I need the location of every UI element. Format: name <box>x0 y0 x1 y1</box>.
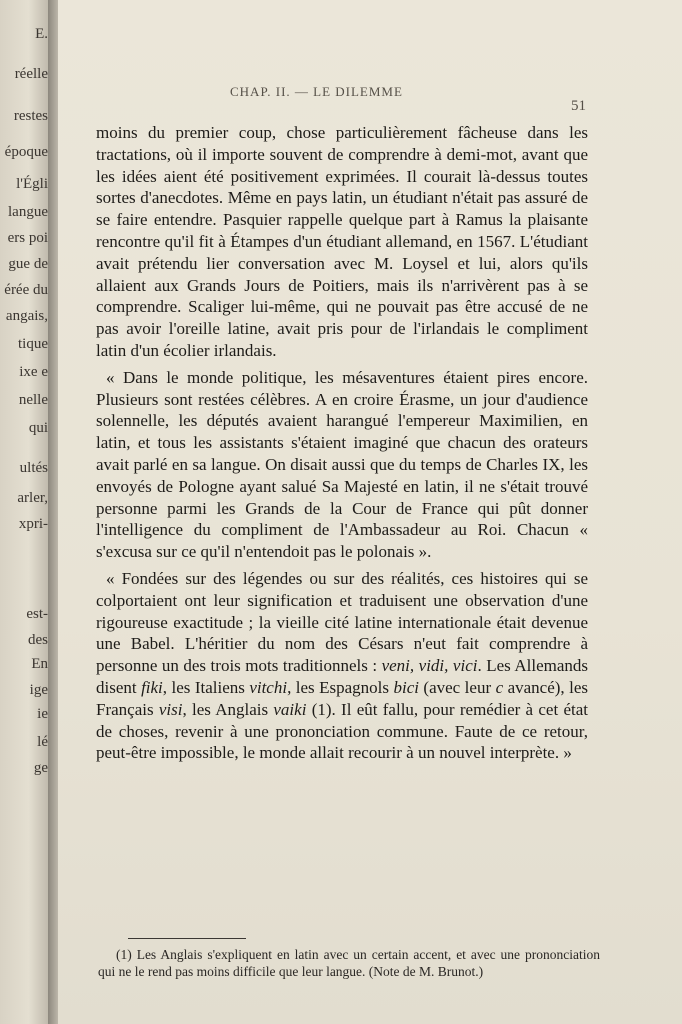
facing-page-fragment: lé <box>37 734 48 750</box>
italic-word: c <box>495 677 504 697</box>
text-run: , les Anglais <box>182 699 274 719</box>
facing-page-fragment: est- <box>26 606 48 622</box>
facing-page-fragment: des <box>28 632 48 648</box>
facing-page-fragment: époque <box>4 144 48 160</box>
facing-page-fragment: tique <box>18 336 48 352</box>
text-run: « Dans le monde politique, les mésaventures étaient pires encore. Plusieurs sont restées célèbres. A en croire Érasme, un jour d'audience solennelle, les députés avaient harangué l'empereur Maximilien, en latin, et tous les assistants s'étaient imaginé que chacun des orateurs avait parlé en sa langue. On disait aussi que du temps de Charles IX, les envoyés de Pologne ayant salué Sa Majesté en latin, il ne s'était trouvé personne parmi les Grands de la Cour de France qui pût donner l'intelligence du compliment de l'Ambassadeur au Roi. Chacun « s'excusa sur ce qu'il n'entendoit pas le polonais ». <box>96 367 588 562</box>
italic-word: bici <box>393 677 419 697</box>
running-head: CHAP. II. — LE DILEMME <box>230 84 403 99</box>
facing-page-fragment: érée du <box>4 282 48 298</box>
text-run: , les Espagnols <box>287 677 394 697</box>
facing-page-fragment: En <box>31 656 48 672</box>
italic-word: vaiki <box>273 699 307 719</box>
main-text <box>96 122 588 769</box>
facing-page-fragment: ixe e <box>19 364 48 380</box>
text-run: . Les Allemands disent <box>96 656 588 697</box>
facing-page-fragment: l'Égli <box>16 176 48 192</box>
paragraph-p2 <box>96 367 588 563</box>
facing-page-fragment: ie <box>37 706 48 722</box>
facing-page-fragment: arler, <box>17 490 48 506</box>
italic-word: veni, vidi, vici <box>381 656 478 676</box>
footnote-divider <box>128 938 246 939</box>
facing-page-fragment: xpri- <box>18 516 48 532</box>
facing-page-fragment: gue de <box>8 256 48 272</box>
facing-page-fragment: ers poi <box>7 230 48 246</box>
italic-word: visi <box>158 699 183 719</box>
paragraph-p1 <box>96 122 588 362</box>
page-header <box>230 84 662 114</box>
facing-page-fragment: angais, <box>5 308 48 324</box>
footnote-text: (1) Les Anglais s'expliquent en latin avec un certain accent, et avec une prononciation qui ne le rend pas moins difficile que leur langue. (Note de M. Brunot.) <box>98 947 600 979</box>
facing-page-edge <box>0 0 52 1024</box>
facing-page-fragment: ge <box>33 760 48 776</box>
facing-page-fragment: réelle <box>14 66 48 82</box>
text-run: moins du premier coup, chose particulièrement fâcheuse dans les tractations, où il importe souvent de comprendre à demi-mot, avant que les idées aient été positivement exprimées. Il courait là-dessus toutes sortes d'anecdotes. Même en pays latin, un étudiant n'était pas assuré de se faire entendre. Pasquier rappelle quelque part à Ramus la plaisante rencontre qu'il fit à Étampes d'un étudiant allemand, en 1567. L'étudiant avait prétendu lier conversation avec M. Loysel et lui, alors qu'ils allaient aux Grands Jours de Poitiers, mais ils n'arrivèrent pas à se comprendre. Scaliger lui-même, qui ne pouvait pas être accusé de ne pas avoir l'oreille latine, avait pris pour de l'irlandais le compliment latin d'un écolier irlandais. <box>96 123 588 360</box>
footnote <box>98 946 600 980</box>
facing-page-fragment: qui <box>28 420 48 436</box>
text-run: « Fondées sur des légendes ou sur des réalités, ces histoires qui se colportaient ont leur signification et traduisent une observation d'une rigoureuse exactitude ; la vieille cité latine internationale était devenue une Babel. L'héritier du nom des Césars n'eut fait comprendre à personne un des trois mots traditionnels : <box>96 568 588 676</box>
page-number: 51 <box>571 98 586 114</box>
facing-page-fragment: E. <box>35 26 48 42</box>
facing-page-fragment: restes <box>13 108 48 124</box>
text-run: , les Italiens <box>162 677 250 697</box>
facing-page-fragment: nelle <box>18 392 48 408</box>
facing-page-fragment: ultés <box>19 460 48 476</box>
facing-page-fragment: langue <box>8 204 48 220</box>
book-page <box>58 0 682 1024</box>
paragraph-p3 <box>96 568 588 764</box>
facing-page-fragment: ige <box>29 682 48 698</box>
text-run: (1). Il eût fallu, pour remédier à cet état de choses, revenir à une prononciation commune. Faute de ce retour, peut-être impossible, le monde allait recourir à un nouvel interprète. » <box>96 699 588 763</box>
text-run: (avec leur <box>418 677 496 697</box>
italic-word: vitchi <box>249 677 288 697</box>
text-run: avancé), les Français <box>96 677 588 719</box>
italic-word: fiki <box>141 677 163 697</box>
